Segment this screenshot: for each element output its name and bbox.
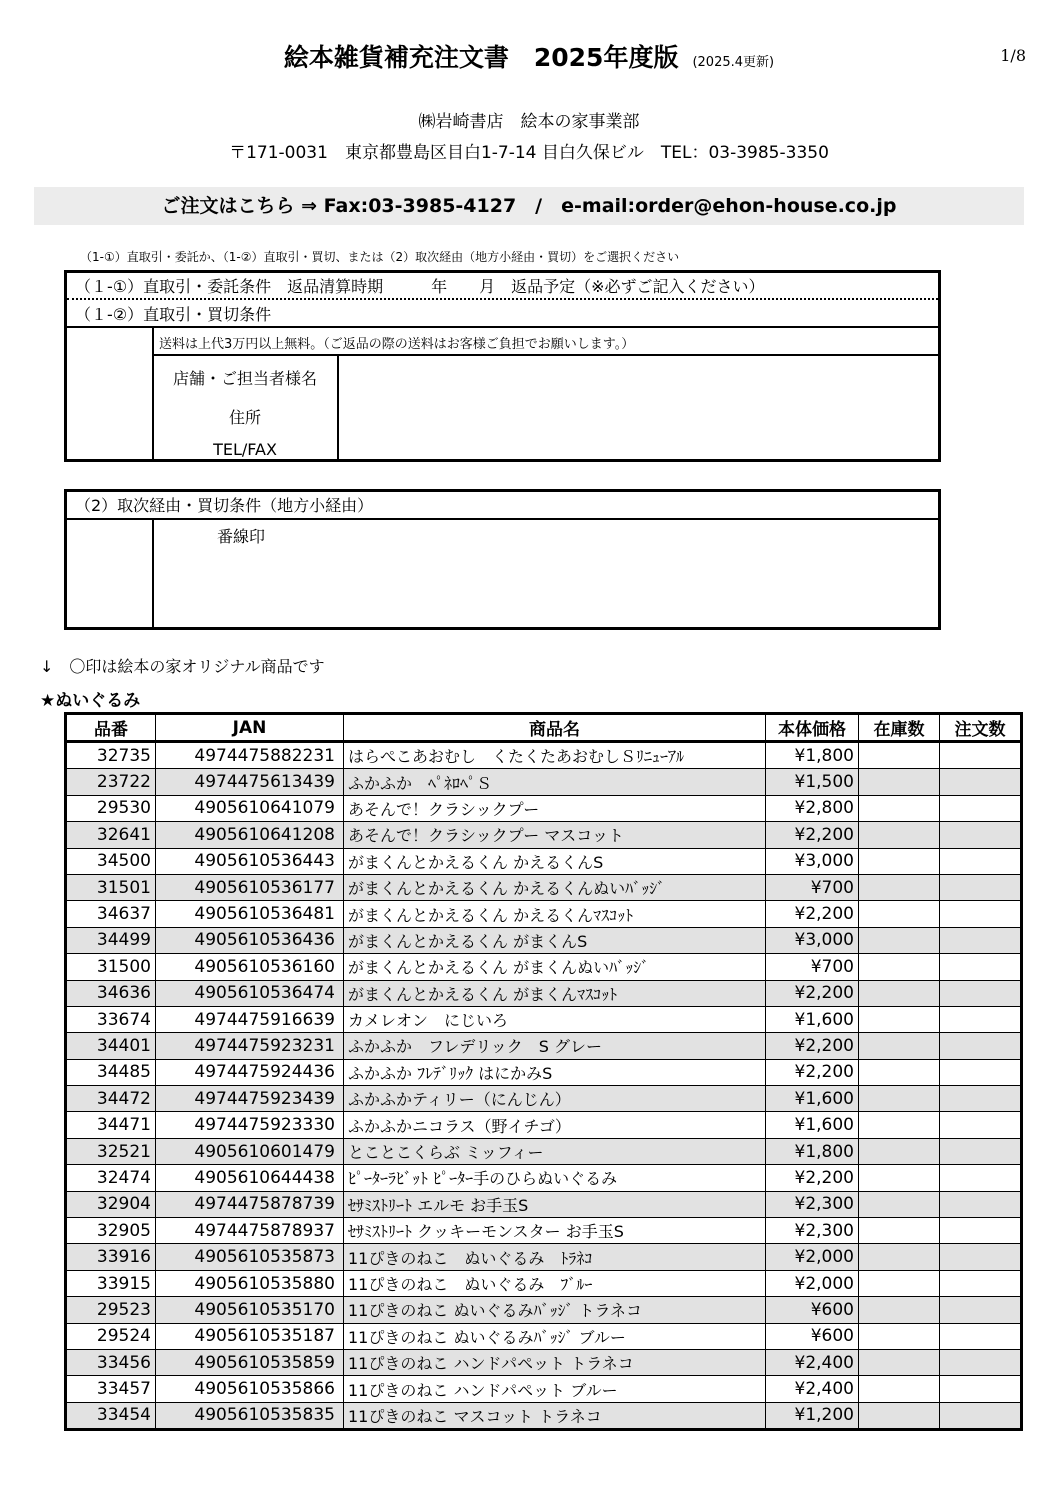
table-row <box>66 954 1022 980</box>
jan-cell: 4974475878937 <box>156 1218 344 1244</box>
table-row <box>66 742 1022 769</box>
table-row <box>66 1191 1022 1217</box>
order-qty-cell[interactable] <box>940 795 1022 821</box>
store-contact-label: 店舗・ご担当者様名 <box>172 369 317 388</box>
header-jan: JAN <box>156 714 344 742</box>
table-row <box>66 1270 1022 1296</box>
stock-cell[interactable] <box>859 980 940 1006</box>
table-row <box>66 980 1022 1006</box>
stock-cell[interactable] <box>859 822 940 848</box>
document-title <box>0 38 1058 74</box>
table-row <box>66 1033 1022 1059</box>
jan-cell: 4974475878739 <box>156 1191 344 1217</box>
price-cell: ¥700 <box>766 874 859 900</box>
stock-cell[interactable] <box>859 795 940 821</box>
price-cell: ¥3,000 <box>766 848 859 874</box>
product-name-cell: 11ぴきのねこ マスコット トラネコ <box>344 1402 766 1429</box>
item-number-cell: 31500 <box>66 954 156 980</box>
header-item-number: 品番 <box>66 714 156 742</box>
jan-cell: 4905610535880 <box>156 1270 344 1296</box>
jan-cell: 4974475613439 <box>156 769 344 795</box>
stock-cell[interactable] <box>859 1270 940 1296</box>
product-table <box>64 712 1023 1431</box>
stock-cell[interactable] <box>859 874 940 900</box>
item-number-cell: 34500 <box>66 848 156 874</box>
item-number-cell: 29524 <box>66 1323 156 1349</box>
stock-cell[interactable] <box>859 742 940 769</box>
item-number-cell: 32521 <box>66 1138 156 1164</box>
price-cell: ¥1,600 <box>766 1006 859 1032</box>
order-qty-cell[interactable] <box>940 1086 1022 1112</box>
tel-fax-label: TEL/FAX <box>213 440 277 459</box>
stock-cell[interactable] <box>859 1244 940 1270</box>
table-row <box>66 822 1022 848</box>
price-cell: ¥2,400 <box>766 1349 859 1375</box>
item-number-cell: 23722 <box>66 769 156 795</box>
product-name-cell: 11ぴきのねこ ハンドパペット ブルー <box>344 1376 766 1402</box>
order-qty-cell[interactable] <box>940 1244 1022 1270</box>
price-cell: ¥2,200 <box>766 980 859 1006</box>
item-number-cell: 32904 <box>66 1191 156 1217</box>
table-row <box>66 1349 1022 1375</box>
jan-cell: 4974475923439 <box>156 1086 344 1112</box>
price-cell: ¥1,500 <box>766 769 859 795</box>
price-cell: ¥2,200 <box>766 1059 859 1085</box>
title-update-note: (2025.4更新) <box>692 55 775 70</box>
price-cell: ¥2,300 <box>766 1218 859 1244</box>
table-row <box>66 1376 1022 1402</box>
order-qty-cell[interactable] <box>940 1349 1022 1375</box>
price-cell: ¥2,200 <box>766 1165 859 1191</box>
order-qty-cell[interactable] <box>940 874 1022 900</box>
order-qty-cell[interactable] <box>940 1323 1022 1349</box>
stock-cell[interactable] <box>859 1112 940 1138</box>
stock-cell[interactable] <box>859 927 940 953</box>
price-cell: ¥2,300 <box>766 1191 859 1217</box>
jan-cell: 4974475924436 <box>156 1059 344 1085</box>
product-name-cell: 11ぴきのねこ ぬいぐるみﾊﾞｯｼﾞ トラネコ <box>344 1297 766 1323</box>
product-name-cell: カメレオン にじいろ <box>344 1006 766 1032</box>
table-row <box>66 1165 1022 1191</box>
product-name-cell: がまくんとかえるくん かえるくんぬいﾊﾞｯｼﾞ <box>344 874 766 900</box>
item-number-cell: 31501 <box>66 874 156 900</box>
order-qty-cell[interactable] <box>940 769 1022 795</box>
jan-cell: 4905610601479 <box>156 1138 344 1164</box>
jan-cell: 4905610536160 <box>156 954 344 980</box>
order-qty-cell[interactable] <box>940 901 1022 927</box>
original-product-legend: ↓ 〇印は絵本の家オリジナル商品です <box>40 657 325 676</box>
item-number-cell: 33457 <box>66 1376 156 1402</box>
stock-cell[interactable] <box>859 1086 940 1112</box>
price-cell: ¥2,200 <box>766 901 859 927</box>
stock-cell[interactable] <box>859 1402 940 1429</box>
stock-cell[interactable] <box>859 1033 940 1059</box>
price-cell: ¥2,400 <box>766 1376 859 1402</box>
item-number-cell: 29530 <box>66 795 156 821</box>
jan-cell: 4905610536177 <box>156 874 344 900</box>
price-cell: ¥1,600 <box>766 1112 859 1138</box>
product-name-cell: ふかふか フレデリック S グレー <box>344 1033 766 1059</box>
page-number: 1/8 <box>1000 46 1026 65</box>
table-row <box>66 1297 1022 1323</box>
table-row <box>66 769 1022 795</box>
price-cell: ¥1,200 <box>766 1402 859 1429</box>
product-name-cell: がまくんとかえるくん がまくんぬいﾊﾞｯｼﾞ <box>344 954 766 980</box>
item-number-cell: 34471 <box>66 1112 156 1138</box>
distributor-box <box>64 489 941 630</box>
product-rows <box>66 742 1022 1430</box>
order-qty-cell[interactable] <box>940 1112 1022 1138</box>
table-row <box>66 1323 1022 1349</box>
jan-cell: 4905610535859 <box>156 1349 344 1375</box>
company-address: 〒171-0031 東京都豊島区目白1-7-14 目白久保ビル TEL：03-3985-3350 <box>229 143 829 163</box>
product-name-cell: 11ぴきのねこ ぬいぐるみ ﾌﾞﾙｰ <box>344 1270 766 1296</box>
product-name-cell: がまくんとかえるくん かえるくんS <box>344 848 766 874</box>
product-name-cell: ふかふかティリー（にんじん） <box>344 1086 766 1112</box>
item-number-cell: 34499 <box>66 927 156 953</box>
jan-cell: 4905610535170 <box>156 1297 344 1323</box>
jan-cell: 4905610536474 <box>156 980 344 1006</box>
order-qty-cell[interactable] <box>940 742 1022 769</box>
header-price: 本体価格 <box>766 714 859 742</box>
jan-cell: 4905610535187 <box>156 1323 344 1349</box>
jan-cell: 4974475916639 <box>156 1006 344 1032</box>
price-cell: ¥700 <box>766 954 859 980</box>
stock-cell[interactable] <box>859 1138 940 1164</box>
product-name-cell: ふかふかニコラス（野イチゴ） <box>344 1112 766 1138</box>
product-name-cell: ふかふか ﾍﾟﾈﾛﾍﾟＳ <box>344 769 766 795</box>
jan-cell: 4905610536481 <box>156 901 344 927</box>
direct-trade-box <box>64 270 941 462</box>
order-qty-cell[interactable] <box>940 1033 1022 1059</box>
item-number-cell: 32905 <box>66 1218 156 1244</box>
order-qty-cell[interactable] <box>940 848 1022 874</box>
table-header-row <box>66 714 1022 742</box>
table-row <box>66 1244 1022 1270</box>
stock-cell[interactable] <box>859 1376 940 1402</box>
product-name-cell: ふかふか ﾌﾚﾃﾞﾘｯｸ はにかみS <box>344 1059 766 1085</box>
header-order-qty: 注文数 <box>940 714 1022 742</box>
table-row <box>66 1006 1022 1032</box>
order-qty-cell[interactable] <box>940 1191 1022 1217</box>
product-name-cell: ｾｻﾐｽﾄﾘｰﾄ クッキーモンスター お手玉S <box>344 1218 766 1244</box>
stock-cell[interactable] <box>859 1323 940 1349</box>
stock-cell[interactable] <box>859 1191 940 1217</box>
box2-divider <box>152 520 154 627</box>
product-name-cell: 11ぴきのねこ ぬいぐるみ ﾄﾗﾈｺ <box>344 1244 766 1270</box>
line-stamp-label: 番線印 <box>217 527 266 546</box>
stock-cell[interactable] <box>859 1297 940 1323</box>
stock-cell[interactable] <box>859 1165 940 1191</box>
order-qty-cell[interactable] <box>940 1270 1022 1296</box>
order-qty-cell[interactable] <box>940 1138 1022 1164</box>
order-qty-cell[interactable] <box>940 954 1022 980</box>
item-number-cell: 33454 <box>66 1402 156 1429</box>
order-qty-cell[interactable] <box>940 1059 1022 1085</box>
price-cell: ¥3,000 <box>766 927 859 953</box>
item-number-cell: 33916 <box>66 1244 156 1270</box>
price-cell: ¥1,600 <box>766 1086 859 1112</box>
jan-cell: 4905610644438 <box>156 1165 344 1191</box>
price-cell: ¥2,000 <box>766 1270 859 1296</box>
stock-cell[interactable] <box>859 1059 940 1085</box>
item-number-cell: 34472 <box>66 1086 156 1112</box>
stock-cell[interactable] <box>859 954 940 980</box>
item-number-cell: 34637 <box>66 901 156 927</box>
section-title: ★ぬいぐるみ <box>40 691 141 711</box>
stock-cell[interactable] <box>859 769 940 795</box>
product-name-cell: がまくんとかえるくん がまくんﾏｽｺｯﾄ <box>344 980 766 1006</box>
shipping-note: 送料は上代3万円以上無料。（ご返品の際の送料はお客様ご負担でお願いします。） <box>159 337 635 352</box>
item-number-cell: 34485 <box>66 1059 156 1085</box>
jan-cell: 4905610641208 <box>156 822 344 848</box>
form-instruction: （1-①）直取引・委託か、（1-②）直取引・買切、または（2）取次経由（地方小経由・買切）をご選択ください <box>80 250 680 264</box>
order-qty-cell[interactable] <box>940 1165 1022 1191</box>
table-row <box>66 874 1022 900</box>
stock-cell[interactable] <box>859 901 940 927</box>
order-qty-cell[interactable] <box>940 822 1022 848</box>
item-number-cell: 32641 <box>66 822 156 848</box>
product-name-cell: あそんで！クラシックプー <box>344 795 766 821</box>
table-row <box>66 1138 1022 1164</box>
table-row <box>66 927 1022 953</box>
order-contact-bar: ご注文はこちら ⇒ Fax:03-3985-4127 / e-mail:order@ehon-house.co.jp <box>34 187 1024 225</box>
product-name-cell: ｾｻﾐｽﾄﾘｰﾄ エルモ お手玉S <box>344 1191 766 1217</box>
jan-cell: 4974475923231 <box>156 1033 344 1059</box>
product-name-cell: はらぺこあおむし くたくたあおむしＳﾘﾆｭｰｱﾙ <box>344 742 766 769</box>
item-number-cell: 33915 <box>66 1270 156 1296</box>
table-row <box>66 1086 1022 1112</box>
price-cell: ¥2,800 <box>766 795 859 821</box>
jan-cell: 4974475923330 <box>156 1112 344 1138</box>
title-text: 絵本雑貨補充注文書 2025年度版 <box>283 43 679 72</box>
header-product-name: 商品名 <box>344 714 766 742</box>
company-name: ㈱岩崎書店 絵本の家事業部 <box>418 112 640 132</box>
table-row <box>66 1112 1022 1138</box>
price-cell: ¥2,200 <box>766 1033 859 1059</box>
distributor-condition-row[interactable] <box>67 492 938 520</box>
distributor-condition-label: （2）取次経由・買切条件（地方小経由） <box>75 496 374 515</box>
order-qty-cell[interactable] <box>940 927 1022 953</box>
order-qty-cell[interactable] <box>940 980 1022 1006</box>
price-cell: ¥1,800 <box>766 1138 859 1164</box>
price-cell: ¥600 <box>766 1323 859 1349</box>
buyout-condition-row[interactable] <box>67 301 938 328</box>
table-row <box>66 1218 1022 1244</box>
table-row <box>66 795 1022 821</box>
header-stock: 在庫数 <box>859 714 940 742</box>
item-number-cell: 33456 <box>66 1349 156 1375</box>
stock-cell[interactable] <box>859 1349 940 1375</box>
jan-cell: 4905610535873 <box>156 1244 344 1270</box>
table-row <box>66 901 1022 927</box>
consign-condition-label: （１-①）直取引・委託条件 返品清算時期 年 月 返品予定（※必ずご記入ください） <box>75 277 765 296</box>
jan-cell: 4905610536436 <box>156 927 344 953</box>
jan-cell: 4974475882231 <box>156 742 344 769</box>
product-name-cell: 11ぴきのねこ ハンドパペット トラネコ <box>344 1349 766 1375</box>
price-cell: ¥2,000 <box>766 1244 859 1270</box>
table-row <box>66 1402 1022 1429</box>
line-stamp-area[interactable] <box>155 522 938 627</box>
item-number-cell: 33674 <box>66 1006 156 1032</box>
price-cell: ¥1,800 <box>766 742 859 769</box>
product-name-cell: がまくんとかえるくん かえるくんﾏｽｺｯﾄ <box>344 901 766 927</box>
jan-cell: 4905610535835 <box>156 1402 344 1429</box>
address-label: 住所 <box>228 408 261 427</box>
price-cell: ¥2,200 <box>766 822 859 848</box>
consign-condition-row[interactable] <box>67 273 938 300</box>
order-qty-cell[interactable] <box>940 1402 1022 1429</box>
price-cell: ¥600 <box>766 1297 859 1323</box>
order-qty-cell[interactable] <box>940 1376 1022 1402</box>
item-number-cell: 32474 <box>66 1165 156 1191</box>
stock-cell[interactable] <box>859 1006 940 1032</box>
item-number-cell: 34636 <box>66 980 156 1006</box>
stock-cell[interactable] <box>859 848 940 874</box>
order-qty-cell[interactable] <box>940 1218 1022 1244</box>
order-qty-cell[interactable] <box>940 1006 1022 1032</box>
product-name-cell: 11ぴきのねこ ぬいぐるみﾊﾞｯｼﾞ ブルー <box>344 1323 766 1349</box>
table-row <box>66 848 1022 874</box>
item-number-cell: 32735 <box>66 742 156 769</box>
order-qty-cell[interactable] <box>940 1297 1022 1323</box>
jan-cell: 4905610641079 <box>156 795 344 821</box>
product-name-cell: がまくんとかえるくん がまくんS <box>344 927 766 953</box>
product-name-cell: あそんで！クラシックプー マスコット <box>344 822 766 848</box>
table-row <box>66 1059 1022 1085</box>
jan-cell: 4905610535866 <box>156 1376 344 1402</box>
item-number-cell: 34401 <box>66 1033 156 1059</box>
product-name-cell: ﾋﾟｰﾀｰﾗﾋﾞｯﾄ ﾋﾟｰﾀｰ手のひらぬいぐるみ <box>344 1165 766 1191</box>
store-info-input-area[interactable] <box>339 356 938 459</box>
item-number-cell: 29523 <box>66 1297 156 1323</box>
jan-cell: 4905610536443 <box>156 848 344 874</box>
stock-cell[interactable] <box>859 1218 940 1244</box>
buyout-condition-label: （１-②）直取引・買切条件 <box>75 305 272 324</box>
product-name-cell: とことこくらぶ ミッフィー <box>344 1138 766 1164</box>
